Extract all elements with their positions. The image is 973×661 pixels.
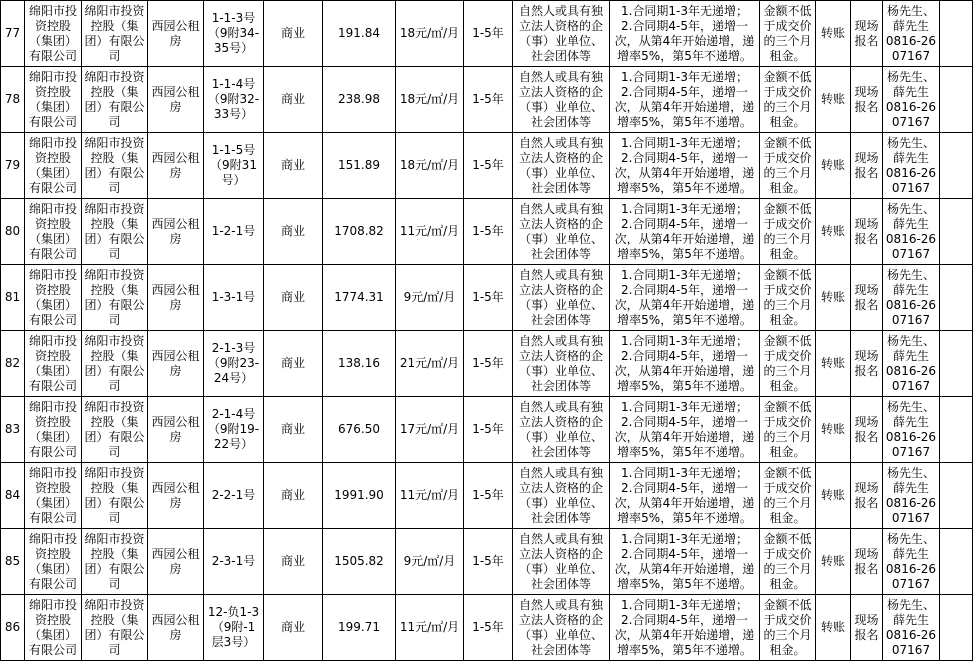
row-number: 78: [1, 67, 25, 133]
managing-company: 绵阳市投资控股（集团）有限公司: [82, 463, 148, 529]
rent-increase-terms: 1.合同期1-3年无递增； 2.合同期4-5年，递增一次，从第4年开始递增，递增率5%，第5年不递增。: [610, 67, 760, 133]
eligible-bidders: 自然人或具有独立法人资格的企（事）业单位、社会团体等: [513, 463, 610, 529]
project-name: 西园公租房: [148, 331, 204, 397]
lease-term: 1-5年: [464, 199, 513, 265]
lease-term: 1-5年: [464, 595, 513, 661]
project-name: 西园公租房: [148, 463, 204, 529]
registration-method: 现场报名: [851, 67, 883, 133]
floor-area: 676.50: [323, 397, 396, 463]
owner-company: 绵阳市投资控股（集团）有限公司: [25, 265, 82, 331]
use-type: 商业: [264, 67, 323, 133]
floor-area: 138.16: [323, 331, 396, 397]
unit-address: 1-2-1号: [204, 199, 264, 265]
registration-method: 现场报名: [851, 199, 883, 265]
payment-method: 转账: [816, 199, 851, 265]
project-name: 西园公租房: [148, 529, 204, 595]
deposit-requirement: 金额不低于成交价的三个月租金。: [760, 529, 816, 595]
table-row: [1, 1, 973, 67]
deposit-requirement: 金额不低于成交价的三个月租金。: [760, 67, 816, 133]
contact-info: 杨先生、薛先生 0816-2607167: [883, 67, 940, 133]
eligible-bidders: 自然人或具有独立法人资格的企（事）业单位、社会团体等: [513, 529, 610, 595]
use-type: 商业: [264, 265, 323, 331]
project-name: 西园公租房: [148, 199, 204, 265]
owner-company: 绵阳市投资控股（集团）有限公司: [25, 67, 82, 133]
rent-increase-terms: 1.合同期1-3年无递增； 2.合同期4-5年，递增一次，从第4年开始递增，递增率5%，第5年不递增。: [610, 265, 760, 331]
registration-method: 现场报名: [851, 529, 883, 595]
rent-price: 17元/㎡/月: [396, 397, 464, 463]
registration-method: 现场报名: [851, 397, 883, 463]
owner-company: 绵阳市投资控股（集团）有限公司: [25, 331, 82, 397]
rent-price: 9元/㎡/月: [396, 529, 464, 595]
floor-area: 238.98: [323, 67, 396, 133]
table-row: [1, 331, 973, 397]
project-name: 西园公租房: [148, 397, 204, 463]
owner-company: 绵阳市投资控股（集团）有限公司: [25, 133, 82, 199]
managing-company: 绵阳市投资控股（集团）有限公司: [82, 595, 148, 661]
rent-price: 18元/㎡/月: [396, 67, 464, 133]
row-number: 81: [1, 265, 25, 331]
rent-price: 11元/㎡/月: [396, 199, 464, 265]
use-type: 商业: [264, 331, 323, 397]
unit-address: 1-1-3号（9附34-35号）: [204, 1, 264, 67]
remark: [940, 529, 973, 595]
remark: [940, 397, 973, 463]
managing-company: 绵阳市投资控股（集团）有限公司: [82, 67, 148, 133]
contact-info: 杨先生、薛先生 0816-2607167: [883, 265, 940, 331]
row-number: 83: [1, 397, 25, 463]
owner-company: 绵阳市投资控股（集团）有限公司: [25, 1, 82, 67]
owner-company: 绵阳市投资控股（集团）有限公司: [25, 397, 82, 463]
unit-address: 2-1-3号（9附23-24号）: [204, 331, 264, 397]
payment-method: 转账: [816, 463, 851, 529]
row-number: 85: [1, 529, 25, 595]
unit-address: 2-2-1号: [204, 463, 264, 529]
row-number: 86: [1, 595, 25, 661]
rent-price: 11元/㎡/月: [396, 463, 464, 529]
deposit-requirement: 金额不低于成交价的三个月租金。: [760, 397, 816, 463]
payment-method: 转账: [816, 595, 851, 661]
table-row: [1, 463, 973, 529]
contact-info: 杨先生、薛先生 0816-2607167: [883, 397, 940, 463]
unit-address: 12-负1-3（9附-1层3号）: [204, 595, 264, 661]
contact-info: 杨先生、薛先生 0816-2607167: [883, 199, 940, 265]
lease-term: 1-5年: [464, 331, 513, 397]
row-number: 79: [1, 133, 25, 199]
payment-method: 转账: [816, 397, 851, 463]
contact-info: 杨先生、薛先生 0816-2607167: [883, 595, 940, 661]
table-row: [1, 595, 973, 661]
project-name: 西园公租房: [148, 265, 204, 331]
registration-method: 现场报名: [851, 595, 883, 661]
lease-term: 1-5年: [464, 529, 513, 595]
registration-method: 现场报名: [851, 331, 883, 397]
table-row: [1, 67, 973, 133]
deposit-requirement: 金额不低于成交价的三个月租金。: [760, 133, 816, 199]
project-name: 西园公租房: [148, 133, 204, 199]
contact-info: 杨先生、薛先生 0816-2607167: [883, 331, 940, 397]
deposit-requirement: 金额不低于成交价的三个月租金。: [760, 1, 816, 67]
row-number: 80: [1, 199, 25, 265]
eligible-bidders: 自然人或具有独立法人资格的企（事）业单位、社会团体等: [513, 397, 610, 463]
use-type: 商业: [264, 199, 323, 265]
remark: [940, 463, 973, 529]
owner-company: 绵阳市投资控股（集团）有限公司: [25, 595, 82, 661]
lease-term: 1-5年: [464, 133, 513, 199]
rent-increase-terms: 1.合同期1-3年无递增； 2.合同期4-5年，递增一次，从第4年开始递增，递增率5%，第5年不递增。: [610, 529, 760, 595]
table-body: [1, 1, 973, 661]
remark: [940, 265, 973, 331]
floor-area: 1505.82: [323, 529, 396, 595]
eligible-bidders: 自然人或具有独立法人资格的企（事）业单位、社会团体等: [513, 1, 610, 67]
table-row: [1, 265, 973, 331]
lease-term: 1-5年: [464, 67, 513, 133]
rent-increase-terms: 1.合同期1-3年无递增； 2.合同期4-5年，递增一次，从第4年开始递增，递增率5%，第5年不递增。: [610, 463, 760, 529]
floor-area: 151.89: [323, 133, 396, 199]
table-row: [1, 529, 973, 595]
remark: [940, 1, 973, 67]
rent-price: 9元/㎡/月: [396, 265, 464, 331]
row-number: 77: [1, 1, 25, 67]
remark: [940, 67, 973, 133]
deposit-requirement: 金额不低于成交价的三个月租金。: [760, 331, 816, 397]
rent-increase-terms: 1.合同期1-3年无递增； 2.合同期4-5年，递增一次，从第4年开始递增，递增率5%，第5年不递增。: [610, 331, 760, 397]
remark: [940, 331, 973, 397]
payment-method: 转账: [816, 331, 851, 397]
remark: [940, 133, 973, 199]
eligible-bidders: 自然人或具有独立法人资格的企（事）业单位、社会团体等: [513, 67, 610, 133]
floor-area: 1991.90: [323, 463, 396, 529]
contact-info: 杨先生、薛先生 0816-2607167: [883, 463, 940, 529]
rent-increase-terms: 1.合同期1-3年无递增； 2.合同期4-5年，递增一次，从第4年开始递增，递增率5%，第5年不递增。: [610, 199, 760, 265]
contact-info: 杨先生、薛先生 0816-2607167: [883, 529, 940, 595]
payment-method: 转账: [816, 265, 851, 331]
payment-method: 转账: [816, 133, 851, 199]
project-name: 西园公租房: [148, 1, 204, 67]
managing-company: 绵阳市投资控股（集团）有限公司: [82, 397, 148, 463]
deposit-requirement: 金额不低于成交价的三个月租金。: [760, 463, 816, 529]
table-row: [1, 199, 973, 265]
eligible-bidders: 自然人或具有独立法人资格的企（事）业单位、社会团体等: [513, 199, 610, 265]
floor-area: 1774.31: [323, 265, 396, 331]
lease-term: 1-5年: [464, 1, 513, 67]
managing-company: 绵阳市投资控股（集团）有限公司: [82, 265, 148, 331]
use-type: 商业: [264, 463, 323, 529]
eligible-bidders: 自然人或具有独立法人资格的企（事）业单位、社会团体等: [513, 331, 610, 397]
unit-address: 1-3-1号: [204, 265, 264, 331]
row-number: 82: [1, 331, 25, 397]
registration-method: 现场报名: [851, 463, 883, 529]
unit-address: 1-1-5号（9附31号）: [204, 133, 264, 199]
use-type: 商业: [264, 1, 323, 67]
rent-price: 18元/㎡/月: [396, 133, 464, 199]
project-name: 西园公租房: [148, 595, 204, 661]
eligible-bidders: 自然人或具有独立法人资格的企（事）业单位、社会团体等: [513, 265, 610, 331]
use-type: 商业: [264, 397, 323, 463]
rent-increase-terms: 1.合同期1-3年无递增； 2.合同期4-5年，递增一次，从第4年开始递增，递增率5%，第5年不递增。: [610, 397, 760, 463]
managing-company: 绵阳市投资控股（集团）有限公司: [82, 1, 148, 67]
rent-price: 11元/㎡/月: [396, 595, 464, 661]
deposit-requirement: 金额不低于成交价的三个月租金。: [760, 199, 816, 265]
contact-info: 杨先生、薛先生 0816-2607167: [883, 1, 940, 67]
registration-method: 现场报名: [851, 1, 883, 67]
remark: [940, 199, 973, 265]
rent-increase-terms: 1.合同期1-3年无递增； 2.合同期4-5年，递增一次，从第4年开始递增，递增率5%，第5年不递增。: [610, 1, 760, 67]
payment-method: 转账: [816, 529, 851, 595]
lease-term: 1-5年: [464, 397, 513, 463]
managing-company: 绵阳市投资控股（集团）有限公司: [82, 331, 148, 397]
payment-method: 转账: [816, 67, 851, 133]
floor-area: 1708.82: [323, 199, 396, 265]
lease-term: 1-5年: [464, 265, 513, 331]
floor-area: 191.84: [323, 1, 396, 67]
use-type: 商业: [264, 133, 323, 199]
registration-method: 现场报名: [851, 133, 883, 199]
managing-company: 绵阳市投资控股（集团）有限公司: [82, 133, 148, 199]
managing-company: 绵阳市投资控股（集团）有限公司: [82, 199, 148, 265]
remark: [940, 595, 973, 661]
payment-method: 转账: [816, 1, 851, 67]
floor-area: 199.71: [323, 595, 396, 661]
row-number: 84: [1, 463, 25, 529]
eligible-bidders: 自然人或具有独立法人资格的企（事）业单位、社会团体等: [513, 595, 610, 661]
contact-info: 杨先生、薛先生 0816-2607167: [883, 133, 940, 199]
table-row: [1, 133, 973, 199]
rent-increase-terms: 1.合同期1-3年无递增； 2.合同期4-5年，递增一次，从第4年开始递增，递增率5%，第5年不递增。: [610, 133, 760, 199]
unit-address: 1-1-4号（9附32-33号）: [204, 67, 264, 133]
use-type: 商业: [264, 595, 323, 661]
rent-price: 18元/㎡/月: [396, 1, 464, 67]
deposit-requirement: 金额不低于成交价的三个月租金。: [760, 265, 816, 331]
owner-company: 绵阳市投资控股（集团）有限公司: [25, 199, 82, 265]
lease-term: 1-5年: [464, 463, 513, 529]
project-name: 西园公租房: [148, 67, 204, 133]
table-row: [1, 397, 973, 463]
rent-price: 21元/㎡/月: [396, 331, 464, 397]
unit-address: 2-1-4号（9附19-22号）: [204, 397, 264, 463]
rent-increase-terms: 1.合同期1-3年无递增； 2.合同期4-5年，递增一次，从第4年开始递增，递增率5%，第5年不递增。: [610, 595, 760, 661]
owner-company: 绵阳市投资控股（集团）有限公司: [25, 463, 82, 529]
use-type: 商业: [264, 529, 323, 595]
unit-address: 2-3-1号: [204, 529, 264, 595]
managing-company: 绵阳市投资控股（集团）有限公司: [82, 529, 148, 595]
eligible-bidders: 自然人或具有独立法人资格的企（事）业单位、社会团体等: [513, 133, 610, 199]
registration-method: 现场报名: [851, 265, 883, 331]
deposit-requirement: 金额不低于成交价的三个月租金。: [760, 595, 816, 661]
owner-company: 绵阳市投资控股（集团）有限公司: [25, 529, 82, 595]
